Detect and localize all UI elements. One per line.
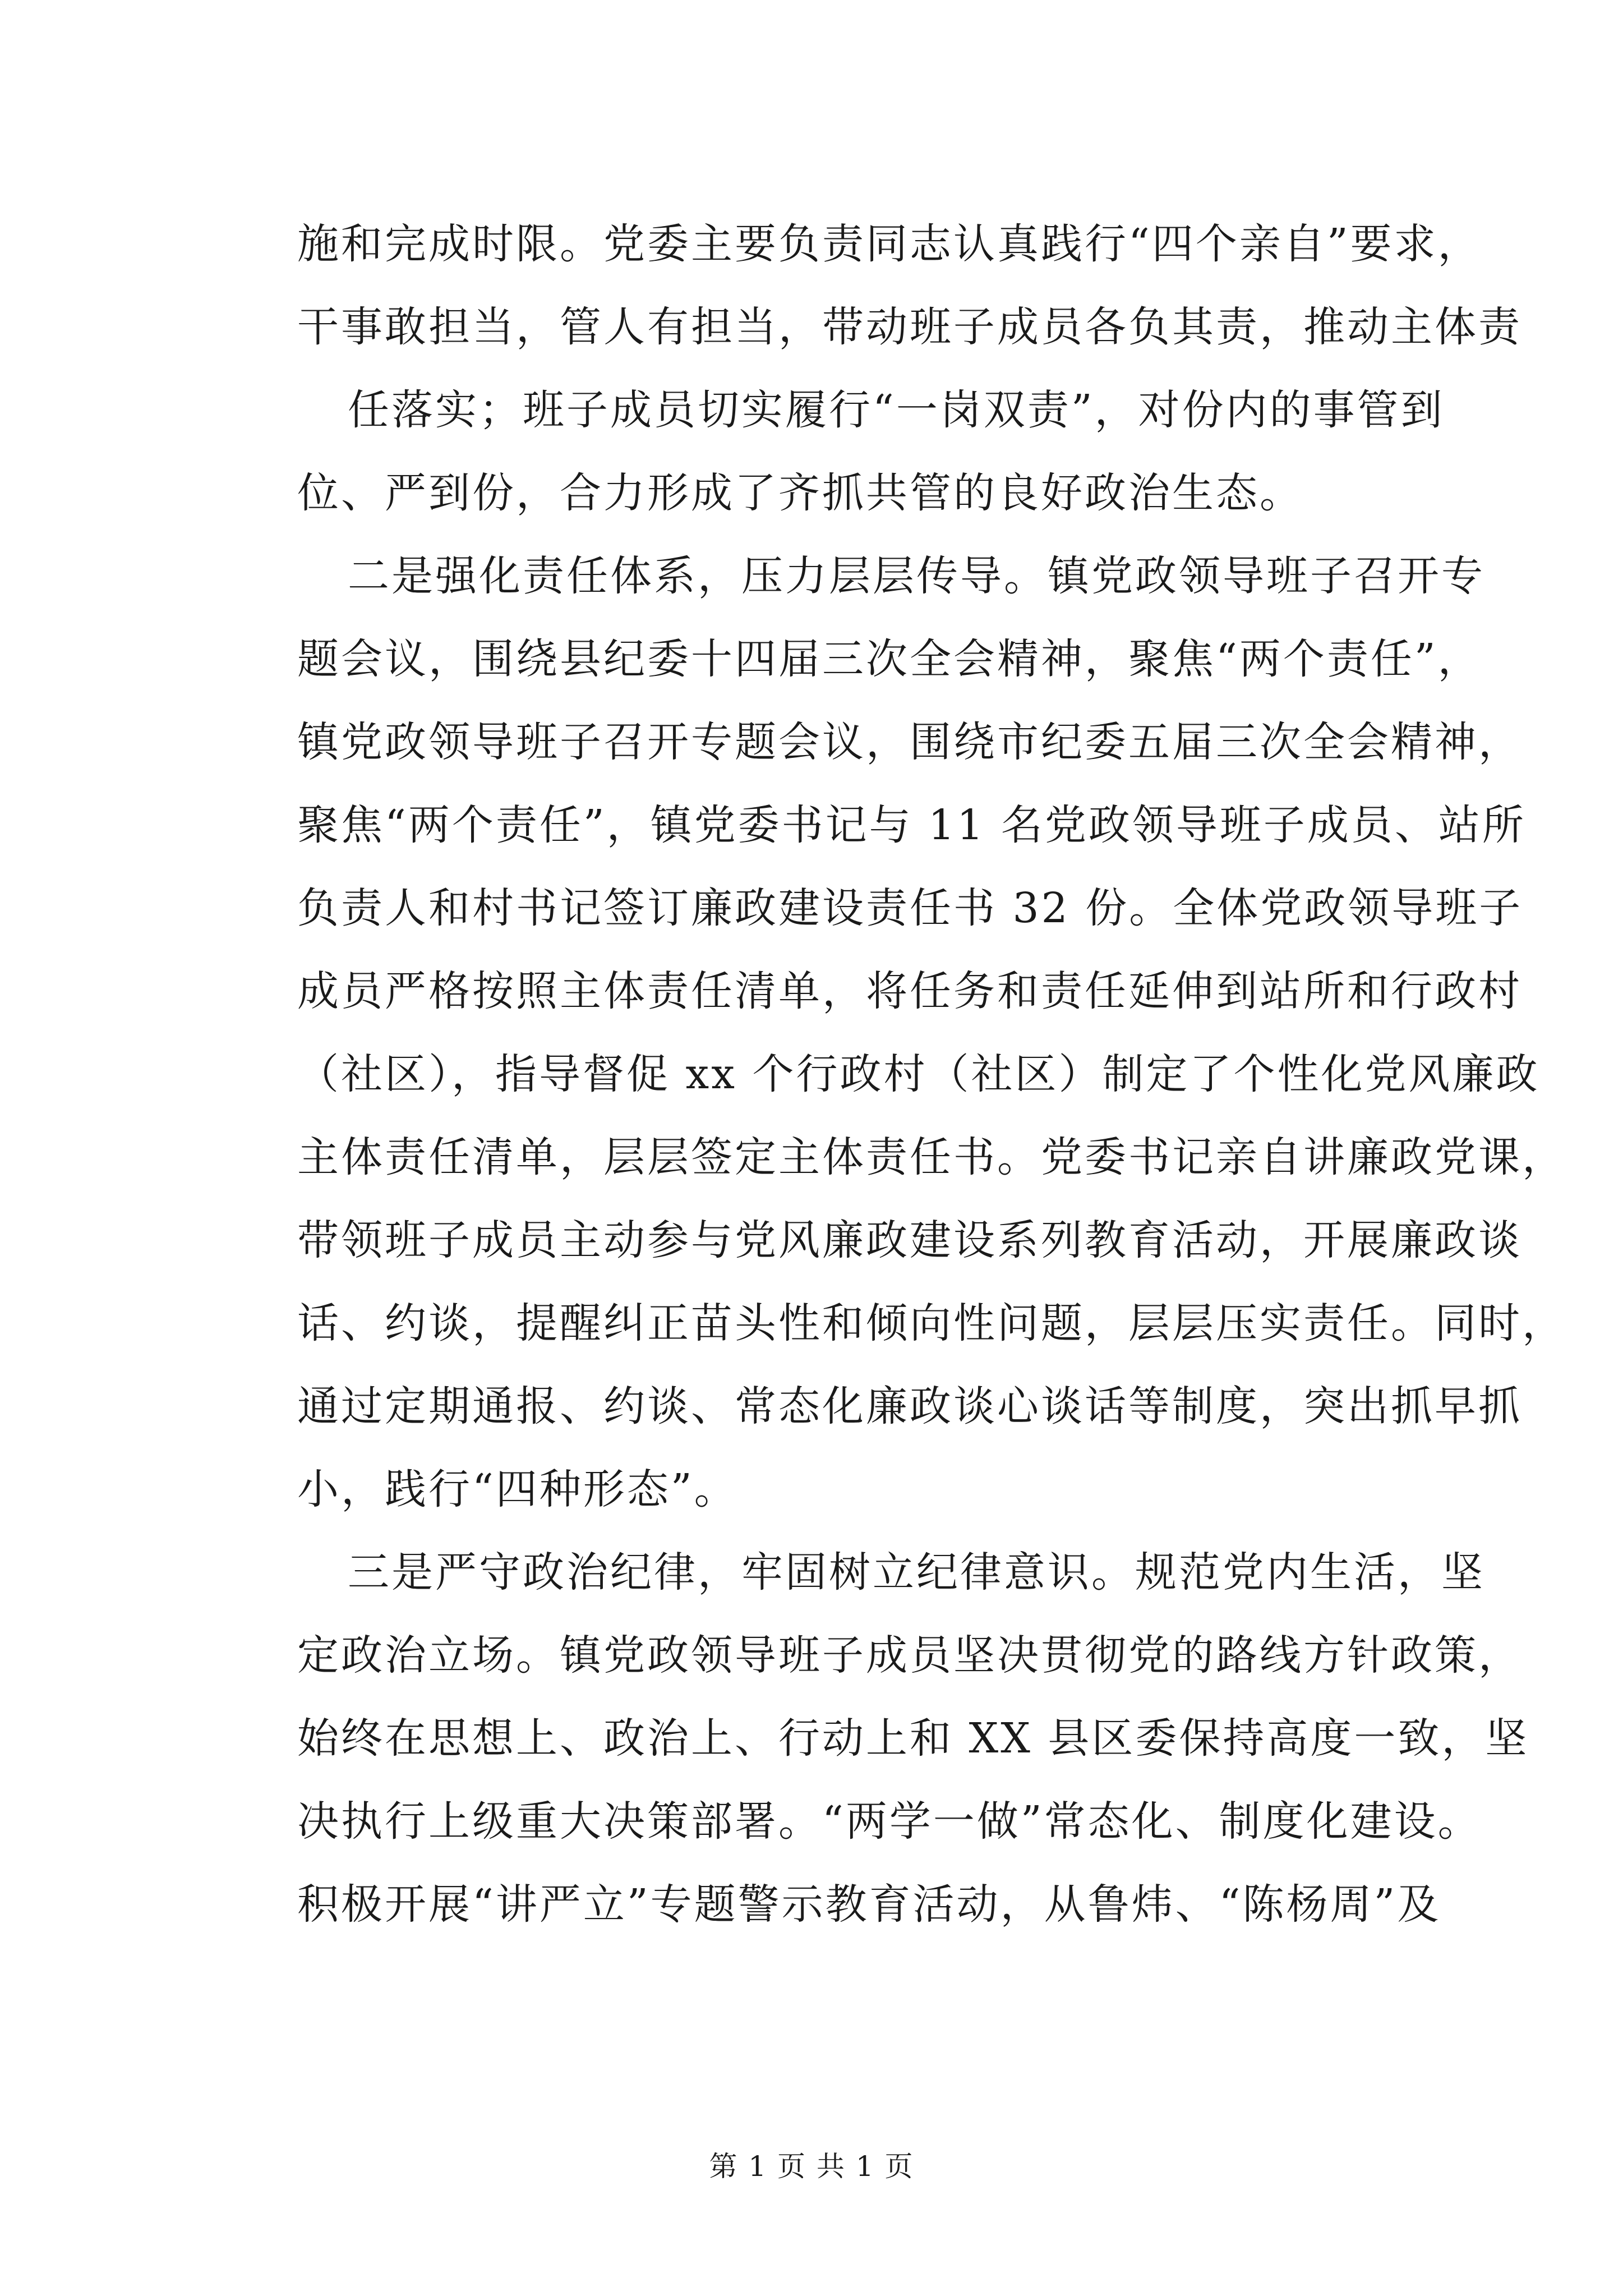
- text-line: 施和完成时限。党委主要负责同志认真践行“四个亲自”要求，: [297, 220, 1482, 268]
- text-line: 始终在思想上、政治上、行动上和 XX 县区委保持高度一致，坚: [297, 1714, 1529, 1763]
- text-line: 话、约谈，提醒纠正苗头性和倾向性问题，层层压实责任。同时，: [297, 1299, 1566, 1347]
- text-line: 位、严到份，合力形成了齐抓共管的良好政治生态。: [297, 469, 1303, 517]
- text-line: 成员严格按照主体责任清单，将任务和责任延伸到站所和行政村: [297, 967, 1522, 1015]
- page-footer: 第 1 页 共 1 页: [709, 2150, 914, 2183]
- text-line: 小，践行“四种形态”。: [297, 1465, 738, 1513]
- text-line: 聚焦“两个责任”，镇党委书记与 11 名党政领导班子成员、站所: [297, 801, 1526, 849]
- text-line: 带领班子成员主动参与党风廉政建设系列教育活动，开展廉政谈: [297, 1216, 1522, 1264]
- text-line: 通过定期通报、约谈、常态化廉政谈心谈话等制度，突出抓早抓: [297, 1382, 1522, 1430]
- text-line: 三是严守政治纪律，牢固树立纪律意识。规范党内生活，坚: [348, 1548, 1485, 1596]
- text-line: （社区），指导督促 xx 个行政村（社区）制定了个性化党风廉政: [297, 1050, 1540, 1098]
- text-line: 干事敢担当，管人有担当，带动班子成员各负其责，推动主体责: [297, 303, 1522, 351]
- text-line: 主体责任清单，层层签定主体责任书。党委书记亲自讲廉政党课，: [297, 1133, 1566, 1181]
- text-line: 镇党政领导班子召开专题会议，围绕市纪委五届三次全会精神，: [297, 718, 1522, 766]
- text-line: 积极开展“讲严立”专题警示教育活动，从鲁炜、“陈杨周”及: [297, 1880, 1441, 1929]
- text-line: 决执行上级重大决策部署。“两学一做”常态化、制度化建设。: [297, 1797, 1482, 1846]
- text-line: 题会议，围绕县纪委十四届三次全会精神，聚焦“两个责任”，: [297, 635, 1482, 683]
- text-line: 任落实；班子成员切实履行“一岗双责”，对份内的事管到: [348, 386, 1445, 434]
- text-line: 二是强化责任体系，压力层层传导。镇党政领导班子召开专: [348, 552, 1485, 600]
- text-line: 定政治立场。镇党政领导班子成员坚决贯彻党的路线方针政策，: [297, 1631, 1522, 1680]
- text-line: 负责人和村书记签订廉政建设责任书 32 份。全体党政领导班子: [297, 884, 1523, 932]
